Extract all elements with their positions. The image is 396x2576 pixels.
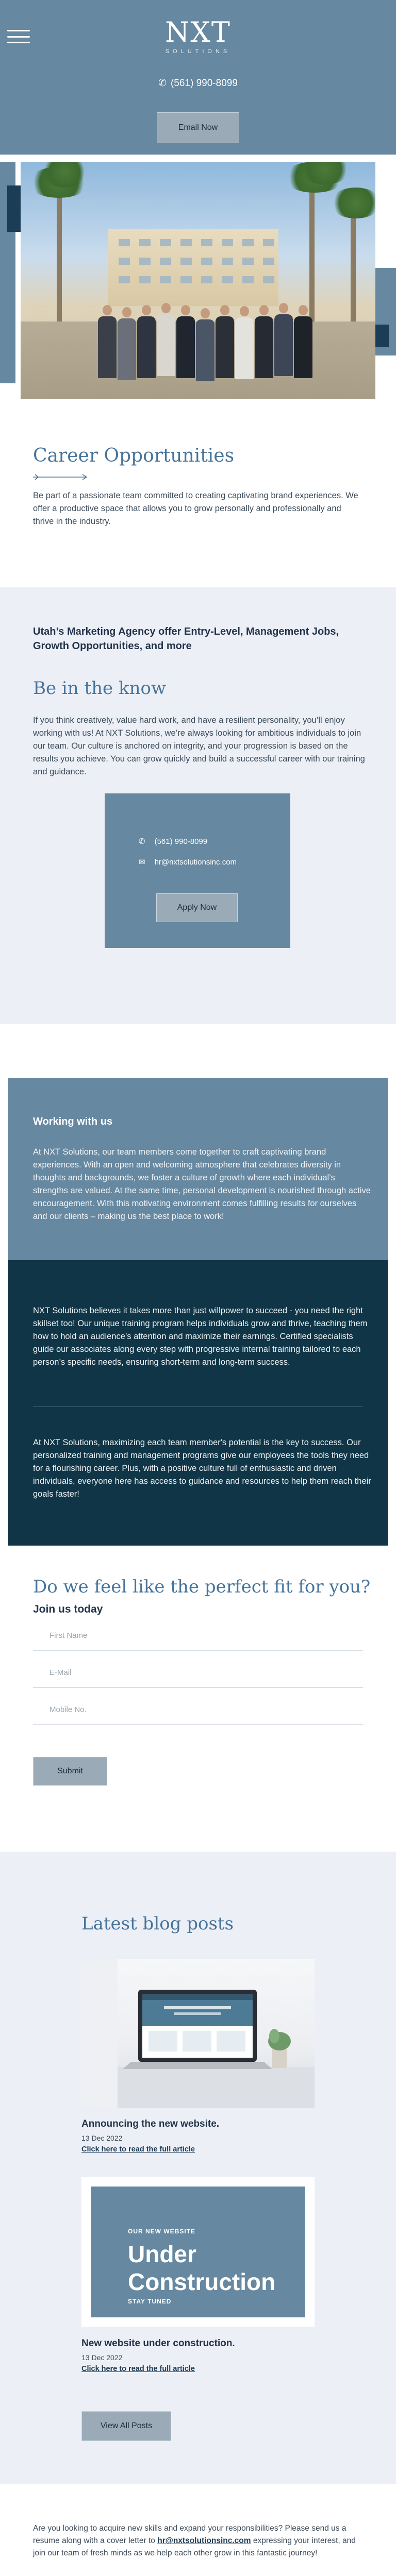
post-image-under-construction[interactable] [81, 2177, 315, 2327]
working-title: Working with us [33, 1116, 113, 1127]
working-details [8, 1260, 388, 1546]
post-title-1[interactable]: Announcing the new website. [81, 2119, 220, 2129]
blog-section [0, 1852, 396, 2484]
contact-email[interactable] [139, 857, 237, 867]
working-with-us [8, 1078, 388, 1260]
hr-email-link[interactable]: hr@nxtsolutionsinc.com [157, 2536, 251, 2545]
under-construction-banner [91, 2187, 305, 2317]
banner-small-text-2: STAY TUNED [128, 2298, 172, 2305]
contact-email-address: hr@nxtsolutionsinc.com [154, 857, 237, 867]
post-image-laptop[interactable] [81, 1959, 315, 2108]
post-title-2[interactable]: New website under construction. [81, 2338, 235, 2349]
logo-mark: NXT [165, 16, 231, 48]
section-spacer [0, 1024, 396, 1078]
career-title: Career Opportunities [33, 445, 235, 466]
apply-now-button[interactable]: Apply Now [156, 893, 238, 922]
logo[interactable] [0, 16, 396, 55]
photo-building [108, 229, 278, 306]
divider [33, 1406, 363, 1407]
site-header [0, 0, 396, 155]
arrow-decoration-icon [33, 474, 90, 480]
outro-section [0, 2484, 396, 2576]
intro-subheading: Be in the know [33, 678, 167, 699]
post-link-2[interactable]: Click here to read the full article [81, 2365, 195, 2373]
working-para-3: At NXT Solutions, maximizing each team member's potential is the key to success. Our personalized training and management programs give our employees the tools they need for a flourishing career. Plus, with a positive culture full of enthusiastic and driven individuals, everyone here has access to guidance and resources to help them reach their goals faster! [33, 1438, 371, 1499]
mobile-input[interactable]: Mobile No. [33, 1696, 363, 1725]
hero-tab-right [375, 325, 389, 347]
outro-para-1 [33, 2522, 370, 2560]
first-name-input[interactable]: First Name [33, 1622, 363, 1651]
outro-text-before: Are you looking to acquire new skills and expand your responsibilities? Please send us a resume along with a cover letter to [33, 2524, 346, 2545]
phone-icon: ✆ [158, 78, 167, 89]
team-photo [21, 162, 375, 399]
phone-icon: ✆ [139, 837, 145, 846]
submit-button[interactable]: Submit [33, 1757, 107, 1786]
working-para-1: At NXT Solutions, our team members come together to craft captivating brand experiences. With an open and welcoming atmosphere that celebrates diversity in thoughts and backgrounds, we foster a culture of growth where each individual’s strengths are valued. At the same time, personal development is nourished through active encouragement. With this motivating environment comes fulfilling results for ourselves and our clients – making us the best place to work! [33, 1147, 371, 1221]
intro-heading: Utah’s Marketing Agency offer Entry-Level, Management Jobs, Growth Opportunities, and more [33, 626, 339, 652]
post-link-1[interactable]: Click here to read the full article [81, 2145, 195, 2154]
contact-phone[interactable] [139, 837, 207, 846]
career-section [0, 407, 396, 587]
post-date-2: 13 Dec 2022 [81, 2353, 123, 2362]
logo-subtitle: SOLUTIONS [165, 48, 231, 55]
working-para-2: NXT Solutions believes it takes more than just willpower to succeed - you need the right skillset too! Our unique training program helps individuals grow and thrive, teaching them how to hold an audience’s attention and maximize their earnings. Certified specialists guide our associates along every step with progressive internal training tailored to each person’s specific needs, ensuring short-term and long-term success. [33, 1306, 368, 1367]
intro-section [0, 587, 396, 1024]
laptop-illustration [81, 1959, 315, 2108]
header-phone[interactable] [0, 77, 396, 89]
banner-small-text: OUR NEW WEBSITE [128, 2228, 195, 2235]
header-phone-number: (561) 990-8099 [170, 78, 238, 89]
form-title: Do we feel like the perfect fit for you? [33, 1577, 371, 1597]
email-now-button[interactable]: Email Now [157, 112, 239, 143]
banner-big-text: Under Construction [128, 2241, 276, 2295]
career-body: Be part of a passionate team committed to creating captivating brand experiences. We offer a productive space that allows you to grow personally and professionally and thrive in the industry. [33, 491, 358, 526]
blog-title: Latest blog posts [81, 1913, 234, 1934]
post-date-1: 13 Dec 2022 [81, 2134, 123, 2142]
form-subtitle: Join us today [33, 1603, 103, 1615]
join-form [0, 1546, 396, 1852]
contact-card [105, 793, 290, 948]
hero [0, 155, 396, 407]
view-all-posts-button[interactable]: View All Posts [81, 2411, 171, 2441]
contact-phone-number: (561) 990-8099 [154, 837, 208, 846]
hero-tab-left [7, 185, 21, 232]
email-input[interactable]: E-Mail [33, 1659, 363, 1688]
outro-text-after: expressing your interest, and join our team of fresh minds as we help each other grow in this fantastic journey! [33, 2536, 356, 2557]
intro-body: If you think creatively, value hard work, and have a resilient personality, you’ll enjoy working with us! At NXT Solutions, we’re always looking for ambitious individuals to join our team. Our culture is anchored on integrity, and your progression is based on the results you achieve. You can grow quickly and build a successful career with our training and guidance. [33, 716, 365, 776]
mail-icon: ✉ [139, 858, 145, 867]
